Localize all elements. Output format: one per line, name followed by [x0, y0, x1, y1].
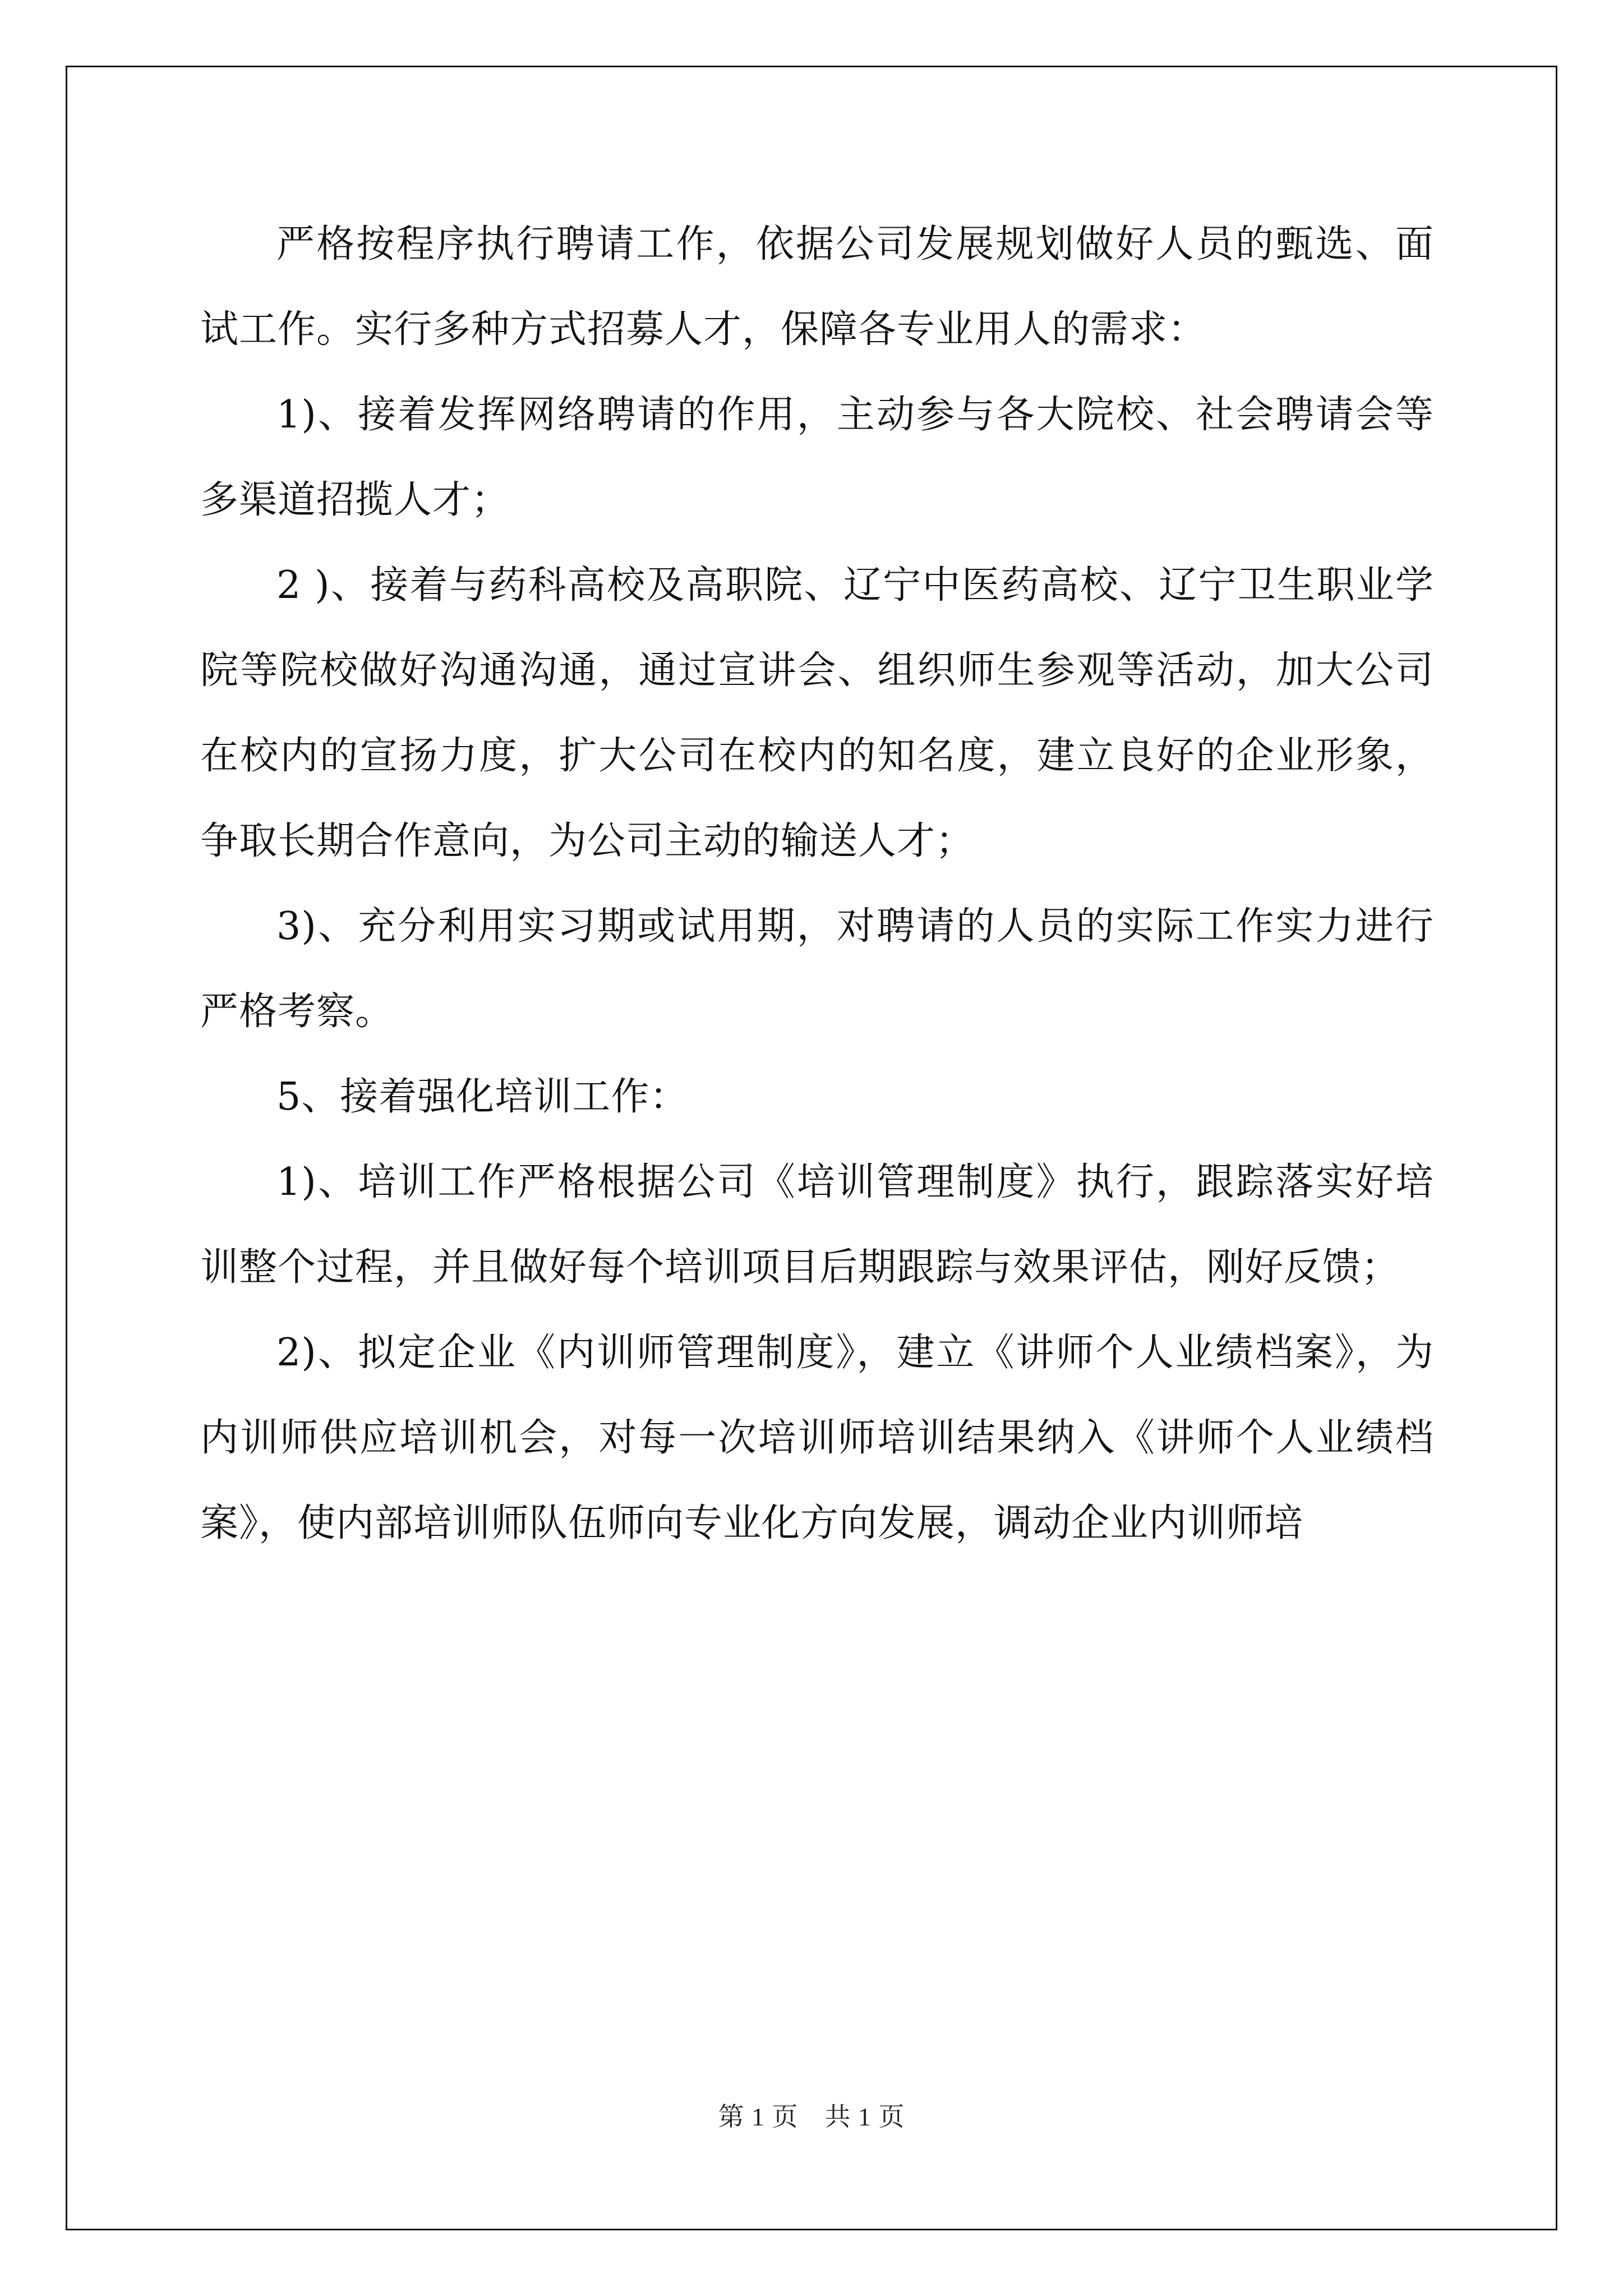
page-footer: 第 1 页 共 1 页 — [718, 2102, 905, 2131]
paragraph-recruitment-item-2: 2 )、接着与药科高校及高职院、辽宁中医药高校、辽宁卫生职业学院等院校做好沟通沟通，通过宣讲会、组织师生参观等活动，加大公司在校内的宣扬力度，扩大公司在校内的知名度，建立良好的企业形象，争取长期合作意向，为公司主动的输送人才； — [200, 563, 1434, 863]
paragraph-recruitment-intro: 严格按程序执行聘请工作，依据公司发展规划做好人员的甄选、面试工作。实行多种方式招募人才，保障各专业用人的需求： — [200, 222, 1434, 352]
paragraph-training-item-1: 1)、培训工作严格根据公司《培训管理制度》执行，跟踪落实好培训整个过程，并且做好每个培训项目后期跟踪与效果评估，刚好反馈； — [200, 1160, 1434, 1290]
paragraph-training-heading: 5、接着强化培训工作： — [276, 1075, 689, 1119]
paragraph-recruitment-item-1: 1)、接着发挥网络聘请的作用，主动参与各大院校、社会聘请会等多渠道招揽人才； — [200, 393, 1434, 522]
paragraph-recruitment-item-3: 3)、充分利用实习期或试用期，对聘请的人员的实际工作实力进行严格考察。 — [200, 904, 1434, 1034]
paragraph-training-item-2: 2)、拟定企业《内训师管理制度》，建立《讲师个人业绩档案》，为内训师供应培训机会，对每一次培训师培训结果纳入《讲师个人业绩档案》，使内部培训师队伍师向专业化方向发展，调动企业内训师培 — [200, 1331, 1434, 1545]
document-body — [200, 202, 1434, 1566]
